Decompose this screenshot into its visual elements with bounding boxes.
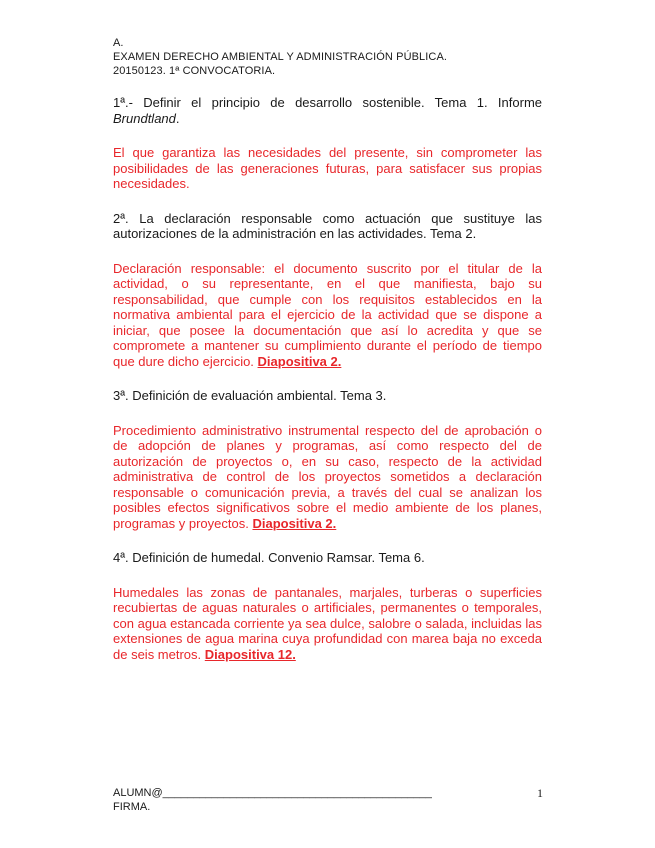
exam-footer [113, 786, 543, 814]
question-1 [113, 95, 542, 126]
question-1-suffix: . [175, 110, 180, 126]
question-2: 2ª. La declaración responsable como actuación que sustituye las autorizaciones de la administración en las actividades. Tema 2. [113, 210, 542, 241]
answer-1: El que garantiza las necesidades del presente, sin comprometer las posibilidades de las generaciones futuras, para satisfacer sus propias necesidades. [113, 145, 542, 191]
header-line-title: EXAMEN DERECHO AMBIENTAL Y ADMINISTRACIÓN PÚBLICA. [113, 51, 448, 63]
answer-2-slide-ref: Diapositiva 2. [257, 353, 342, 369]
question-4: 4ª. Definición de humedal. Convenio Ramsar. Tema 6. [113, 550, 425, 565]
header-line-version: A. [113, 37, 124, 49]
exam-header [113, 36, 447, 78]
page-number: 1 [537, 786, 543, 800]
answer-3-slide-ref: Diapositiva 2. [252, 515, 337, 531]
header-line-date: 20150123. 1ª CONVOCATORIA. [113, 65, 276, 77]
answer-3 [113, 423, 542, 532]
answer-4-text: Humedales las zonas de pantanales, marjales, turberas o superficies recubiertas de aguas naturales o artificiales, permanentes o temporales, con agua estancada corriente ya sea dulce, salobre o salada, incluidas las extensiones de agua marina cuya profundidad con marea baja no exceda de seis metros. [113, 584, 542, 662]
answer-2-text: Declaración responsable: el documento suscrito por el titular de la actividad, o su representante, en el que manifiesta, bajo su responsabilidad, que cumple con los requisitos establecidos en la normativa ambiental para el ejercicio de la actividad que se dispone a iniciar, que posee la documentación que así lo acredita y que se compromete a mantener su cumplimiento durante el período de tiempo que dure dicho ejercicio. [113, 260, 542, 369]
question-3: 3ª. Definición de evaluación ambiental. Tema 3. [113, 388, 387, 403]
question-1-text: 1ª.- Definir el principio de desarrollo sostenible. Tema 1. Informe [113, 95, 542, 110]
answer-3-text: Procedimiento administrativo instrumental respecto del de aprobación o de adopción de planes y programas, así como respecto del de autorización de proyectos o, en su caso, respecto de la actividad administrativa de control de los proyectos sometidos a declaración responsable o comunicación previa, a través del cual se analizan los posibles efectos significativos sobre el medio ambiente de los planes, programas y proyectos. [113, 422, 542, 531]
student-name-line: ALUMN@____________________________________________ [113, 787, 432, 799]
answer-4 [113, 585, 542, 663]
answer-4-slide-ref: Diapositiva 12. [204, 646, 296, 662]
signature-label: FIRMA. [113, 801, 151, 813]
answer-2 [113, 261, 542, 370]
exam-content [113, 95, 542, 662]
question-1-italic-term: Brundtland [113, 110, 176, 126]
